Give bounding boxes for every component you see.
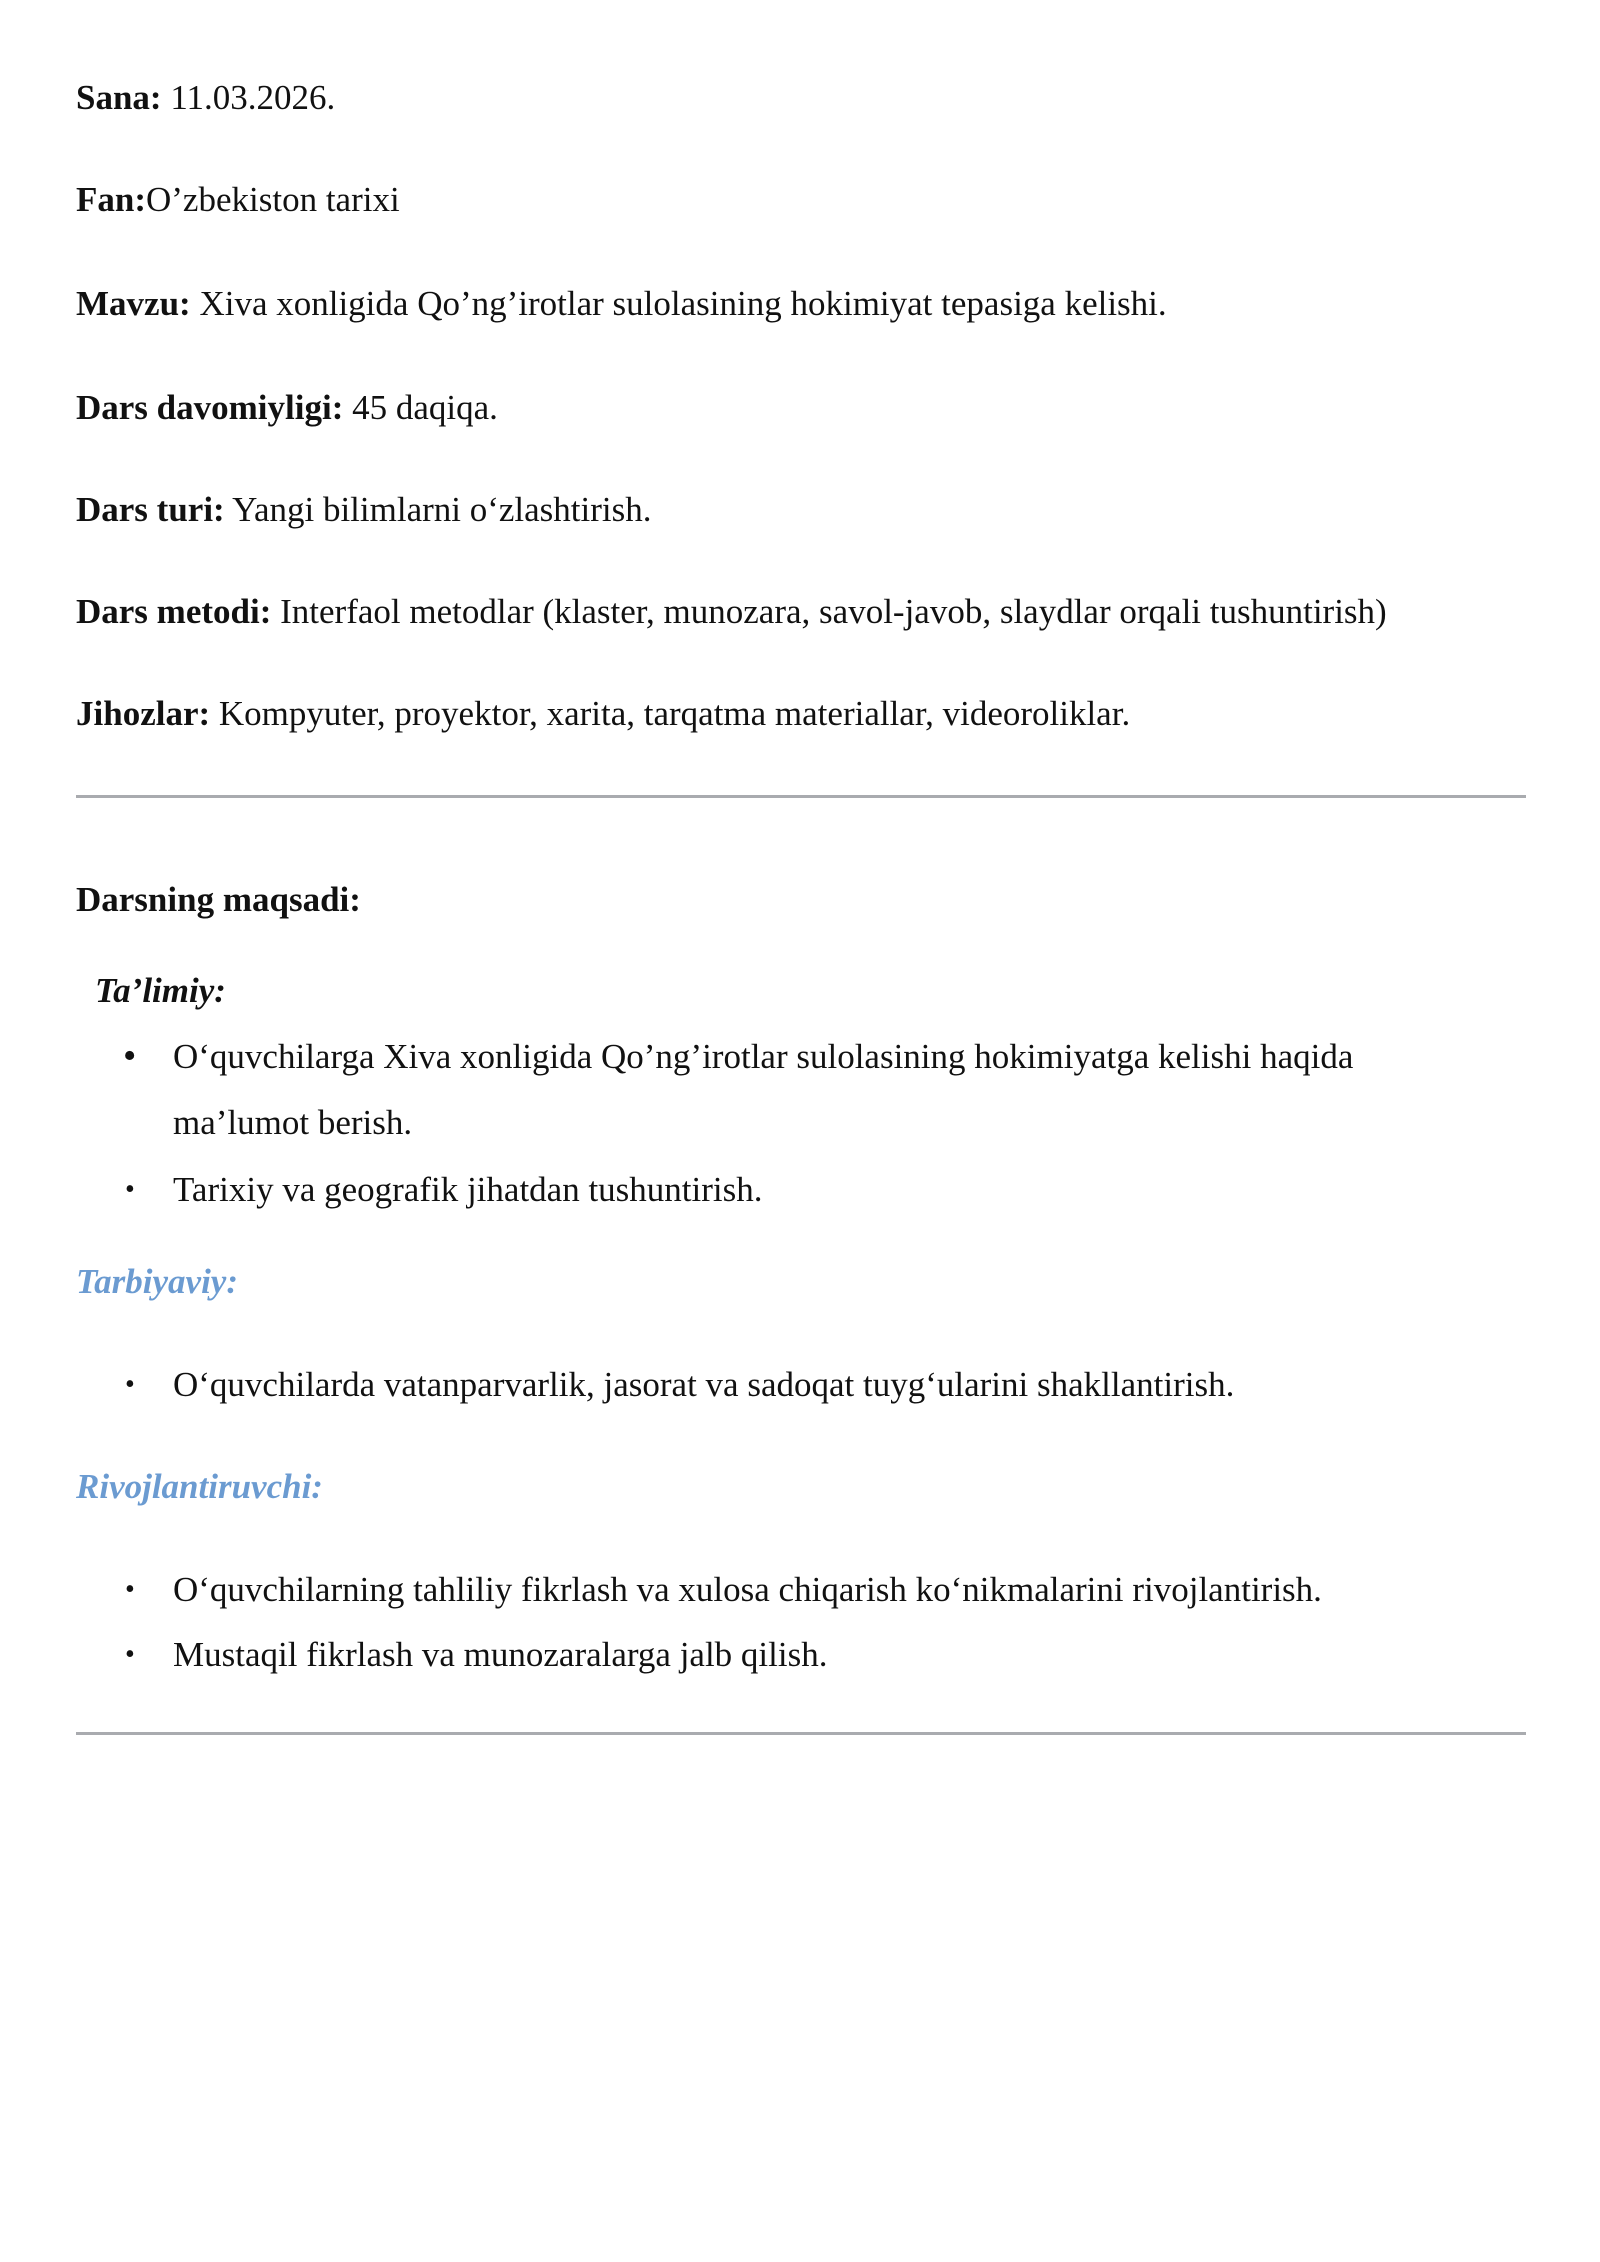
subject-label: Fan: <box>76 180 146 219</box>
lesson-type-line <box>76 490 652 530</box>
date-line <box>76 78 335 118</box>
date-value: 11.03.2026. <box>161 78 336 117</box>
topic-label: Mavzu: <box>76 284 191 323</box>
educational-item-2: Tarixiy va geografik jihatdan tushuntirish. <box>173 1170 763 1209</box>
duration-value: 45 daqiqa. <box>343 388 498 427</box>
lesson-type-value: Yangi bilimlarni o‘zlashtirish. <box>224 490 652 529</box>
objectives-heading: Darsning maqsadi: <box>76 880 361 919</box>
method-line <box>76 592 1387 632</box>
developmental-title: Rivojlantiruvchi: <box>76 1467 323 1506</box>
method-label: Dars metodi: <box>76 592 272 631</box>
subject-value: O’zbekiston tarixi <box>146 180 400 219</box>
divider-top <box>76 795 1526 798</box>
date-label: Sana: <box>76 78 162 117</box>
lesson-type-label: Dars turi: <box>76 490 225 529</box>
equipment-line <box>76 694 1130 734</box>
educational-item-1: O‘quvchilarga Xiva xonligida Qo’ng’irotlar sulolasining hokimiyatga kelishi haqida <box>173 1037 1354 1076</box>
developmental-item-1: O‘quvchilarning tahliliy fikrlash va xulosa chiqarish ko‘nikmalarini rivojlantirish. <box>173 1570 1322 1609</box>
educational-item-1-cont: ma’lumot berish. <box>173 1103 413 1142</box>
developmental-item-2: Mustaqil fikrlash va munozaralarga jalb qilish. <box>173 1635 828 1674</box>
duration-label: Dars davomiyligi: <box>76 388 344 427</box>
equipment-label: Jihozlar: <box>76 694 211 733</box>
duration-line <box>76 388 498 428</box>
topic-line <box>76 284 1167 324</box>
educational-title: Ta’limiy: <box>95 971 226 1010</box>
divider-bottom <box>76 1732 1526 1735</box>
topic-value: Xiva xonligida Qo’ng’irotlar sulolasining hokimiyat tepasiga kelishi. <box>190 284 1167 323</box>
bullet-icon: • <box>123 1035 137 1077</box>
bullet-icon: • <box>125 1369 135 1400</box>
subject-line <box>76 180 400 220</box>
method-value: Interfaol metodlar (klaster, munozara, savol-javob, slaydlar orqali tushuntirish) <box>271 592 1387 631</box>
equipment-value: Kompyuter, proyektor, xarita, tarqatma materiallar, videoroliklar. <box>210 694 1131 733</box>
bullet-icon: • <box>125 1574 135 1605</box>
upbringing-title: Tarbiyaviy: <box>76 1262 238 1301</box>
upbringing-item-1: O‘quvchilarda vatanparvarlik, jasorat va sadoqat tuyg‘ularini shakllantirish. <box>173 1365 1235 1404</box>
bullet-icon: • <box>125 1639 135 1670</box>
bullet-icon: • <box>125 1174 135 1205</box>
